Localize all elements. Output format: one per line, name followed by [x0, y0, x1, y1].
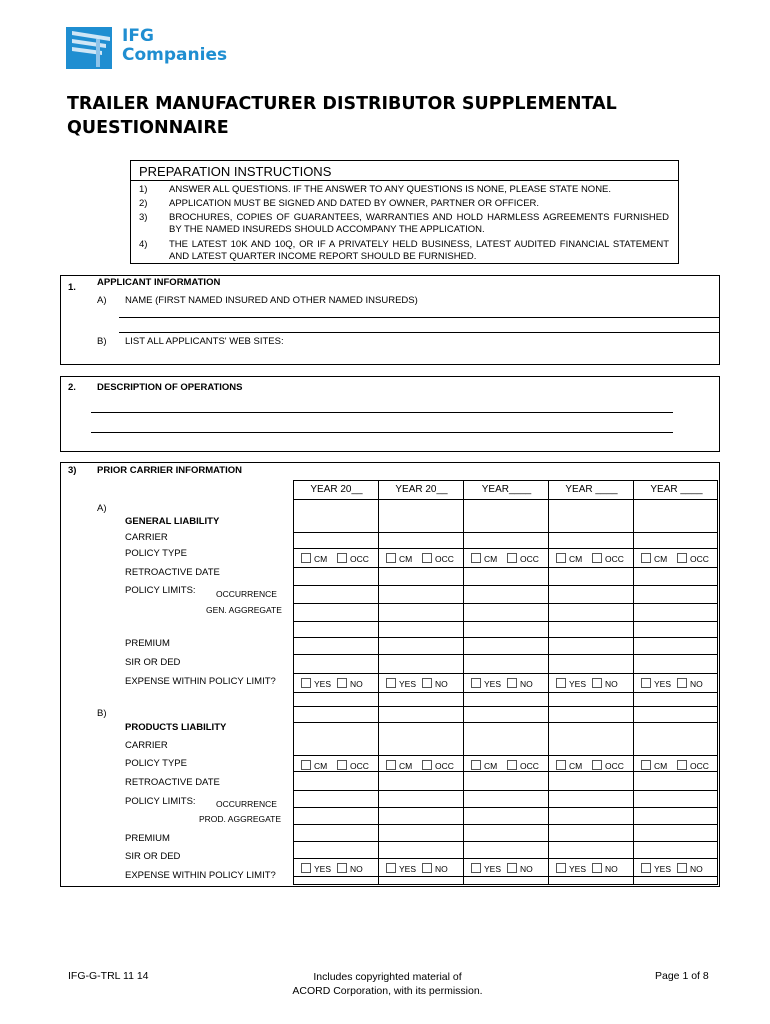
checkbox-option-cm[interactable]: [471, 553, 497, 564]
checkbox-label: OCC: [520, 554, 539, 564]
grid-cell[interactable]: [548, 499, 633, 532]
grid-cell[interactable]: [633, 692, 718, 706]
page-title: TRAILER MANUFACTURER DISTRIBUTOR SUPPLEMENTAL QUESTIONNAIRE: [67, 94, 617, 138]
checkbox-label: OCC: [435, 761, 454, 771]
policy-type-label: POLICY TYPE: [125, 548, 187, 559]
checkbox-option-occ[interactable]: [337, 760, 369, 771]
checkbox-option-yes[interactable]: [471, 863, 501, 874]
checkbox-option-yes[interactable]: [301, 678, 331, 689]
section-number: 3): [68, 465, 77, 476]
section-number: 2.: [68, 382, 76, 393]
checkbox-icon[interactable]: [507, 678, 517, 688]
checkbox-label: NO: [435, 864, 448, 874]
grid-cell[interactable]: [633, 499, 718, 532]
copyright-notice: [285, 970, 490, 998]
checkbox-option-no[interactable]: [677, 678, 703, 689]
grid-cell[interactable]: [463, 585, 548, 603]
company-logo: [66, 27, 236, 71]
checkbox-label: CM: [399, 554, 413, 564]
prep-divider: [131, 180, 678, 181]
grid-cell[interactable]: [293, 621, 378, 637]
grid-cell[interactable]: [463, 532, 548, 548]
occurrence-label: OCCURRENCE: [216, 799, 277, 809]
checkbox-icon[interactable]: [677, 760, 687, 770]
grid-cell[interactable]: [548, 585, 633, 603]
checkbox-option-no[interactable]: [337, 863, 363, 874]
year-header-label: YEAR 20__: [310, 484, 363, 495]
grid-cell[interactable]: [378, 637, 463, 654]
year-header-cell: [548, 480, 633, 499]
grid-cell[interactable]: [548, 654, 633, 673]
grid-cell[interactable]: [293, 722, 378, 755]
checkbox-option-yes[interactable]: [556, 678, 586, 689]
preparation-instructions-box: [130, 160, 679, 264]
checkbox-label: YES: [654, 679, 672, 689]
grid-cell[interactable]: [378, 654, 463, 673]
grid-cell[interactable]: [463, 603, 548, 621]
grid-cell[interactable]: [548, 807, 633, 824]
grid-cell[interactable]: [378, 790, 463, 807]
section-description-of-operations: [60, 376, 720, 452]
grid-cell[interactable]: [378, 807, 463, 824]
grid-cell[interactable]: [378, 841, 463, 858]
checkbox-icon[interactable]: [592, 760, 602, 770]
grid-cell[interactable]: [378, 567, 463, 585]
grid-cell[interactable]: [293, 567, 378, 585]
checkbox-label: NO: [690, 864, 703, 874]
grid-cell[interactable]: [548, 771, 633, 790]
checkbox-icon[interactable]: [337, 760, 347, 770]
grid-cell[interactable]: [548, 532, 633, 548]
grid-cell[interactable]: [463, 637, 548, 654]
grid-cell[interactable]: [463, 771, 548, 790]
checkbox-option-cm[interactable]: [386, 760, 412, 771]
grid-cell[interactable]: [378, 824, 463, 841]
prep-item-text: APPLICATION MUST BE SIGNED AND DATED BY OWNER, PARTNER OR OFFICER.: [169, 198, 540, 209]
checkbox-option-yes[interactable]: [386, 863, 416, 874]
policy-limits-label: POLICY LIMITS:: [125, 796, 196, 807]
grid-cell[interactable]: [633, 567, 718, 585]
grid-cell[interactable]: [633, 585, 718, 603]
item-letter: B): [97, 336, 107, 347]
checkbox-option-yes[interactable]: [641, 863, 671, 874]
prep-item-num: 1): [139, 184, 148, 195]
checkbox-icon[interactable]: [556, 863, 566, 873]
checkbox-option-yes[interactable]: [471, 678, 501, 689]
section-title: PRIOR CARRIER INFORMATION: [97, 465, 242, 476]
grid-cell[interactable]: [293, 637, 378, 654]
checkbox-option-cm[interactable]: [386, 553, 412, 564]
prep-item-num: 2): [139, 198, 148, 209]
checkbox-label: NO: [350, 864, 363, 874]
checkbox-option-occ[interactable]: [422, 553, 454, 564]
policy-limits-label: POLICY LIMITS:: [125, 585, 196, 596]
general-liability-heading: GENERAL LIABILITY: [125, 516, 220, 527]
checkbox-label: YES: [314, 864, 332, 874]
checkbox-icon[interactable]: [422, 863, 432, 873]
checkbox-icon[interactable]: [556, 678, 566, 688]
checkbox-icon[interactable]: [337, 863, 347, 873]
checkbox-icon[interactable]: [337, 553, 347, 563]
checkbox-icon[interactable]: [592, 678, 602, 688]
checkbox-option-occ[interactable]: [507, 760, 539, 771]
checkbox-icon[interactable]: [641, 863, 651, 873]
grid-cell[interactable]: [378, 771, 463, 790]
checkbox-option-occ[interactable]: [677, 760, 709, 771]
grid-bottom-border: [293, 884, 718, 885]
section-number: 1.: [68, 282, 76, 293]
year-header-cell: [293, 480, 378, 499]
checkbox-option-cm[interactable]: [556, 553, 582, 564]
form-id: IFG-G-TRL 11 14: [68, 970, 149, 982]
policy-type-label: POLICY TYPE: [125, 758, 187, 769]
checkbox-option-cm[interactable]: [641, 760, 667, 771]
checkbox-icon[interactable]: [471, 760, 481, 770]
checkbox-option-no[interactable]: [422, 678, 448, 689]
checkbox-icon[interactable]: [422, 760, 432, 770]
checkbox-option-no[interactable]: [507, 678, 533, 689]
prep-heading: PREPARATION INSTRUCTIONS: [139, 164, 332, 179]
grid-cell[interactable]: [548, 824, 633, 841]
checkbox-icon[interactable]: [386, 678, 396, 688]
section-title: DESCRIPTION OF OPERATIONS: [97, 382, 243, 393]
grid-cell[interactable]: [293, 841, 378, 858]
checkbox-option-no[interactable]: [507, 863, 533, 874]
checkbox-option-occ[interactable]: [592, 553, 624, 564]
grid-cell[interactable]: [378, 585, 463, 603]
year-header-label: YEAR____: [481, 484, 532, 495]
grid-cell[interactable]: [378, 603, 463, 621]
grid-cell[interactable]: [378, 621, 463, 637]
name-input-line[interactable]: [119, 317, 719, 318]
checkbox-option-no[interactable]: [422, 863, 448, 874]
checkbox-icon[interactable]: [471, 553, 481, 563]
grid-cell[interactable]: [293, 790, 378, 807]
checkbox-icon[interactable]: [422, 553, 432, 563]
checkbox-icon[interactable]: [301, 863, 311, 873]
name-label: NAME (FIRST NAMED INSURED AND OTHER NAMED INSUREDS): [125, 295, 418, 306]
grid-cell[interactable]: [633, 637, 718, 654]
checkbox-icon[interactable]: [556, 760, 566, 770]
grid-cell[interactable]: [633, 771, 718, 790]
checkbox-option-occ[interactable]: [337, 553, 369, 564]
checkbox-label: NO: [605, 864, 618, 874]
checkbox-label: YES: [399, 864, 417, 874]
checkbox-label: OCC: [690, 554, 709, 564]
checkbox-icon[interactable]: [471, 863, 481, 873]
sir-ded-label: SIR OR DED: [125, 657, 181, 668]
grid-cell[interactable]: [378, 722, 463, 755]
item-letter: B): [97, 708, 107, 719]
grid-cell[interactable]: [463, 841, 548, 858]
grid-cell[interactable]: [378, 532, 463, 548]
grid-cell[interactable]: [633, 841, 718, 858]
year-header-cell: [463, 480, 548, 499]
year-header-label: YEAR ____: [565, 484, 618, 495]
checkbox-icon[interactable]: [507, 760, 517, 770]
checkbox-icon[interactable]: [677, 678, 687, 688]
checkbox-label: NO: [435, 679, 448, 689]
checkbox-option-no[interactable]: [592, 863, 618, 874]
checkbox-label: OCC: [605, 554, 624, 564]
grid-cell[interactable]: [463, 692, 548, 706]
checkbox-option-no[interactable]: [592, 678, 618, 689]
prep-item-text: ANSWER ALL QUESTIONS. IF THE ANSWER TO ANY QUESTIONS IS NONE, PLEASE STATE NONE.: [169, 184, 612, 195]
grid-cell[interactable]: [463, 706, 548, 722]
checkbox-option-occ[interactable]: [507, 553, 539, 564]
year-header-cell: [633, 480, 718, 499]
grid-cell[interactable]: [633, 532, 718, 548]
checkbox-label: NO: [690, 679, 703, 689]
expense-within-limit-label: EXPENSE WITHIN POLICY LIMIT?: [125, 870, 276, 881]
checkbox-icon[interactable]: [337, 678, 347, 688]
carrier-label: CARRIER: [125, 532, 168, 543]
checkbox-label: CM: [314, 761, 328, 771]
grid-cell[interactable]: [548, 706, 633, 722]
checkbox-label: OCC: [605, 761, 624, 771]
grid-cell[interactable]: [548, 722, 633, 755]
grid-cell[interactable]: [548, 567, 633, 585]
prep-item-num: 3): [139, 212, 148, 223]
checkbox-option-occ[interactable]: [592, 760, 624, 771]
checkbox-label: CM: [314, 554, 328, 564]
copyright-line2: ACORD Corporation, with its permission.: [292, 985, 483, 997]
checkbox-icon[interactable]: [301, 553, 311, 563]
checkbox-label: YES: [484, 864, 502, 874]
checkbox-option-cm[interactable]: [301, 553, 327, 564]
grid-cell[interactable]: [293, 824, 378, 841]
checkbox-option-yes[interactable]: [641, 678, 671, 689]
checkbox-label: NO: [520, 679, 533, 689]
checkbox-icon[interactable]: [386, 760, 396, 770]
checkbox-option-cm[interactable]: [301, 760, 327, 771]
checkbox-label: YES: [569, 679, 587, 689]
checkbox-icon[interactable]: [592, 553, 602, 563]
checkbox-option-yes[interactable]: [301, 863, 331, 874]
operations-input-line[interactable]: [91, 412, 673, 413]
checkbox-option-no[interactable]: [337, 678, 363, 689]
checkbox-icon[interactable]: [641, 760, 651, 770]
checkbox-label: CM: [569, 554, 583, 564]
checkbox-icon[interactable]: [641, 678, 651, 688]
checkbox-label: YES: [654, 864, 672, 874]
grid-cell[interactable]: [293, 499, 378, 532]
grid-cell[interactable]: [548, 603, 633, 621]
checkbox-label: CM: [484, 761, 498, 771]
logo-mark-icon: [66, 27, 112, 69]
grid-cell[interactable]: [633, 603, 718, 621]
grid-cell[interactable]: [293, 807, 378, 824]
checkbox-icon[interactable]: [301, 678, 311, 688]
checkbox-icon[interactable]: [301, 760, 311, 770]
grid-cell[interactable]: [633, 722, 718, 755]
checkbox-option-cm[interactable]: [556, 760, 582, 771]
sir-ded-label: SIR OR DED: [125, 851, 181, 862]
checkbox-label: OCC: [350, 761, 369, 771]
grid-cell[interactable]: [293, 654, 378, 673]
prep-item-num: 4): [139, 239, 148, 250]
checkbox-label: YES: [314, 679, 332, 689]
checkbox-label: NO: [350, 679, 363, 689]
grid-cell[interactable]: [293, 706, 378, 722]
year-header-label: YEAR ____: [650, 484, 703, 495]
checkbox-label: YES: [399, 679, 417, 689]
grid-cell[interactable]: [463, 824, 548, 841]
checkbox-label: CM: [654, 554, 668, 564]
grid-cell[interactable]: [293, 585, 378, 603]
logo-line2: Companies: [122, 45, 228, 65]
grid-cell[interactable]: [378, 692, 463, 706]
grid-cell[interactable]: [633, 807, 718, 824]
page-number: Page 1 of 8: [655, 970, 709, 982]
checkbox-icon[interactable]: [592, 863, 602, 873]
checkbox-label: OCC: [350, 554, 369, 564]
checkbox-label: CM: [569, 761, 583, 771]
year-header-label: YEAR 20__: [395, 484, 448, 495]
checkbox-icon[interactable]: [507, 553, 517, 563]
grid-cell[interactable]: [548, 790, 633, 807]
checkbox-icon[interactable]: [677, 553, 687, 563]
checkbox-label: CM: [399, 761, 413, 771]
checkbox-icon[interactable]: [471, 678, 481, 688]
websites-label: LIST ALL APPLICANTS' WEB SITES:: [125, 336, 284, 347]
checkbox-label: OCC: [690, 761, 709, 771]
checkbox-option-cm[interactable]: [471, 760, 497, 771]
aggregate-label: GEN. AGGREGATE: [206, 605, 282, 615]
grid-cell[interactable]: [293, 532, 378, 548]
grid-cell[interactable]: [548, 637, 633, 654]
grid-cell[interactable]: [463, 654, 548, 673]
products-liability-heading: PRODUCTS LIABILITY: [125, 722, 227, 733]
checkbox-option-occ[interactable]: [677, 553, 709, 564]
checkbox-label: OCC: [435, 554, 454, 564]
retroactive-date-label: RETROACTIVE DATE: [125, 777, 220, 788]
checkbox-icon[interactable]: [556, 553, 566, 563]
checkbox-label: OCC: [520, 761, 539, 771]
grid-cell[interactable]: [463, 499, 548, 532]
checkbox-icon[interactable]: [422, 678, 432, 688]
grid-cell[interactable]: [633, 824, 718, 841]
grid-cell[interactable]: [378, 706, 463, 722]
checkbox-option-occ[interactable]: [422, 760, 454, 771]
checkbox-label: NO: [520, 864, 533, 874]
grid-cell[interactable]: [633, 654, 718, 673]
grid-cell[interactable]: [548, 692, 633, 706]
checkbox-icon[interactable]: [386, 863, 396, 873]
checkbox-label: NO: [605, 679, 618, 689]
section-applicant-information: [60, 275, 720, 365]
grid-cell[interactable]: [463, 621, 548, 637]
checkbox-icon[interactable]: [677, 863, 687, 873]
checkbox-label: YES: [484, 679, 502, 689]
checkbox-label: CM: [654, 761, 668, 771]
checkbox-label: YES: [569, 864, 587, 874]
item-letter: A): [97, 295, 107, 306]
prior-carrier-grid: [293, 480, 718, 885]
prep-item-text: THE LATEST 10K AND 10Q, OR IF A PRIVATELY HELD BUSINESS, LATEST AUDITED FINANCIAL STATEMENT AND LATEST QUARTER INCOME REPORT SHOULD BE FURNISHED.: [169, 239, 669, 262]
checkbox-icon[interactable]: [641, 553, 651, 563]
checkbox-option-yes[interactable]: [386, 678, 416, 689]
name-input-line[interactable]: [119, 332, 719, 333]
grid-cell[interactable]: [633, 621, 718, 637]
item-letter: A): [97, 503, 107, 514]
logo-line1: IFG: [122, 26, 154, 46]
premium-label: PREMIUM: [125, 833, 170, 844]
aggregate-label: PROD. AGGREGATE: [199, 814, 282, 824]
checkbox-icon[interactable]: [386, 553, 396, 563]
checkbox-label: CM: [484, 554, 498, 564]
grid-cell[interactable]: [378, 499, 463, 532]
retroactive-date-label: RETROACTIVE DATE: [125, 567, 220, 578]
carrier-label: CARRIER: [125, 740, 168, 751]
grid-cell[interactable]: [463, 722, 548, 755]
grid-cell[interactable]: [633, 706, 718, 722]
copyright-line1: Includes copyrighted material of: [313, 971, 462, 983]
operations-input-line[interactable]: [91, 432, 673, 433]
checkbox-option-no[interactable]: [677, 863, 703, 874]
checkbox-option-cm[interactable]: [641, 553, 667, 564]
grid-cell[interactable]: [548, 841, 633, 858]
section-title: APPLICANT INFORMATION: [97, 277, 221, 288]
grid-cell[interactable]: [463, 790, 548, 807]
grid-cell[interactable]: [293, 603, 378, 621]
checkbox-icon[interactable]: [507, 863, 517, 873]
expense-within-limit-label: EXPENSE WITHIN POLICY LIMIT?: [125, 676, 276, 687]
grid-cell[interactable]: [293, 692, 378, 706]
grid-cell[interactable]: [463, 807, 548, 824]
grid-cell[interactable]: [293, 771, 378, 790]
grid-cell[interactable]: [548, 621, 633, 637]
year-header-cell: [378, 480, 463, 499]
grid-cell[interactable]: [463, 567, 548, 585]
grid-cell[interactable]: [633, 790, 718, 807]
occurrence-label: OCCURRENCE: [216, 589, 277, 599]
prep-item-text: BROCHURES, COPIES OF GUARANTEES, WARRANTIES AND HOLD HARMLESS AGREEMENTS FURNISHED BY THE NAMED INSUREDS SHOULD ACCOMPANY THE APPLICATION.: [169, 212, 669, 235]
premium-label: PREMIUM: [125, 638, 170, 649]
checkbox-option-yes[interactable]: [556, 863, 586, 874]
